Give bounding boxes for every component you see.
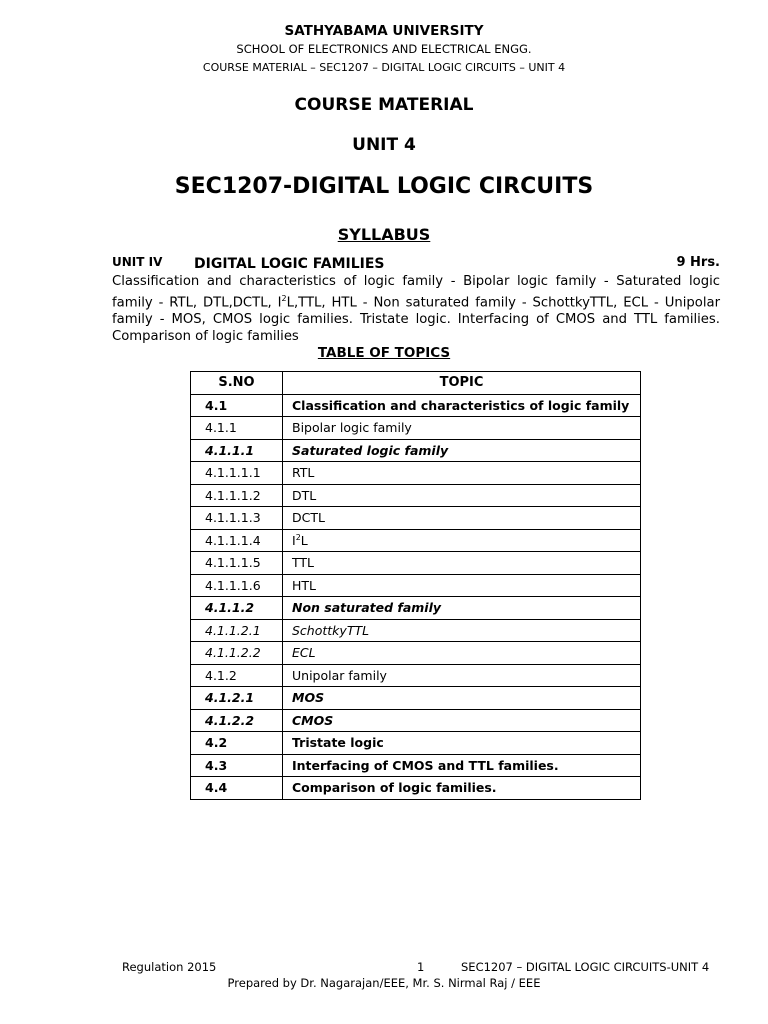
course-material-heading: COURSE MATERIAL [294, 95, 474, 115]
syllabus-paragraph [112, 274, 720, 345]
row-topic: ECL [283, 642, 641, 665]
row-sno: 4.4 [191, 777, 283, 800]
table-header-row [191, 372, 641, 395]
column-header-topic: TOPIC [283, 372, 641, 395]
table-row [191, 619, 641, 642]
row-topic: MOS [283, 687, 641, 710]
unit-row [112, 255, 720, 273]
table-row [191, 417, 641, 440]
row-topic: Interfacing of CMOS and TTL families. [283, 754, 641, 777]
unit-label: UNIT IV [112, 255, 163, 269]
table-row [191, 507, 641, 530]
table-row [191, 709, 641, 732]
table-row [191, 777, 641, 800]
row-sno: 4.1.1.1.3 [191, 507, 283, 530]
course-line: COURSE MATERIAL – SEC1207 – DIGITAL LOGIC CIRCUITS – UNIT 4 [202, 61, 566, 74]
row-sno: 4.1.2.2 [191, 709, 283, 732]
row-sno: 4.1.2.1 [191, 687, 283, 710]
table-of-topics-heading: TABLE OF TOPICS [317, 345, 451, 361]
syllabus-superscript: 2 [281, 293, 287, 303]
row-topic: TTL [283, 552, 641, 575]
footer-prepared-by: Prepared by Dr. Nagarajan/EEE, Mr. S. Nirmal Raj / EEE [227, 976, 541, 990]
row-topic: HTL [283, 574, 641, 597]
table-row [191, 462, 641, 485]
school-name: SCHOOL OF ELECTRONICS AND ELECTRICAL ENGG. [236, 42, 532, 56]
footer-course-ref: SEC1207 – DIGITAL LOGIC CIRCUITS-UNIT 4 [461, 960, 710, 974]
row-topic: Tristate logic [283, 732, 641, 755]
row-sno: 4.1.1.2.1 [191, 619, 283, 642]
row-sno: 4.1.1.2 [191, 597, 283, 620]
table-row [191, 574, 641, 597]
row-sno: 4.1.1.1.6 [191, 574, 283, 597]
table-row [191, 552, 641, 575]
table-row [191, 642, 641, 665]
university-name: SATHYABAMA UNIVERSITY [284, 23, 484, 39]
table-row [191, 732, 641, 755]
row-topic: Non saturated family [283, 597, 641, 620]
syllabus-text-part2: L,TTL, HTL - Non saturated family - SchottkyTTL, ECL - Unipolar family - MOS, CMOS logic families. Tristate logic. Interfacing of CMOS and TTL families. Comparison of logic families [112, 295, 720, 344]
row-sno: 4.1.1.1.2 [191, 484, 283, 507]
row-sno: 4.1.1.2.2 [191, 642, 283, 665]
row-topic: CMOS [283, 709, 641, 732]
table-row [191, 664, 641, 687]
row-topic-superscript: 2 [295, 532, 301, 542]
row-sno: 4.1.1 [191, 417, 283, 440]
topics-table [190, 371, 641, 800]
row-sno: 4.1.1.1.4 [191, 529, 283, 552]
unit-family-title: DIGITAL LOGIC FAMILIES [194, 256, 385, 272]
table-row [191, 687, 641, 710]
column-header-sno: S.NO [191, 372, 283, 395]
table-row [191, 529, 641, 552]
row-topic: RTL [283, 462, 641, 485]
syllabus-heading: SYLLABUS [337, 225, 431, 244]
unit-hours: 9 Hrs. [676, 255, 720, 270]
row-sno: 4.1.1.1 [191, 439, 283, 462]
table-row [191, 394, 641, 417]
table-row [191, 754, 641, 777]
row-topic [283, 529, 641, 552]
table-row [191, 484, 641, 507]
row-topic: DTL [283, 484, 641, 507]
row-sno: 4.1.1.1.5 [191, 552, 283, 575]
row-sno: 4.1 [191, 394, 283, 417]
footer-page-number: 1 [417, 960, 425, 974]
row-sno: 4.2 [191, 732, 283, 755]
document-title: SEC1207-DIGITAL LOGIC CIRCUITS [174, 174, 594, 199]
row-topic: Classification and characteristics of logic family [283, 394, 641, 417]
row-topic: DCTL [283, 507, 641, 530]
footer-regulation: Regulation 2015 [122, 960, 217, 974]
syllabus-text-part1: Classification and characteristics of logic family - Bipolar logic family - Saturated logic family - RTL, DTL,DCTL, I [112, 274, 720, 311]
table-row [191, 597, 641, 620]
row-topic: SchottkyTTL [283, 619, 641, 642]
topics-table-body [191, 394, 641, 799]
row-topic-text: I [292, 532, 296, 548]
row-sno: 4.1.1.1.1 [191, 462, 283, 485]
row-topic-tail: L [300, 532, 308, 548]
row-topic: Bipolar logic family [283, 417, 641, 440]
row-topic: Saturated logic family [283, 439, 641, 462]
row-sno: 4.3 [191, 754, 283, 777]
row-topic: Unipolar family [283, 664, 641, 687]
unit-heading: UNIT 4 [352, 135, 416, 155]
row-sno: 4.1.2 [191, 664, 283, 687]
row-topic: Comparison of logic families. [283, 777, 641, 800]
table-row [191, 439, 641, 462]
